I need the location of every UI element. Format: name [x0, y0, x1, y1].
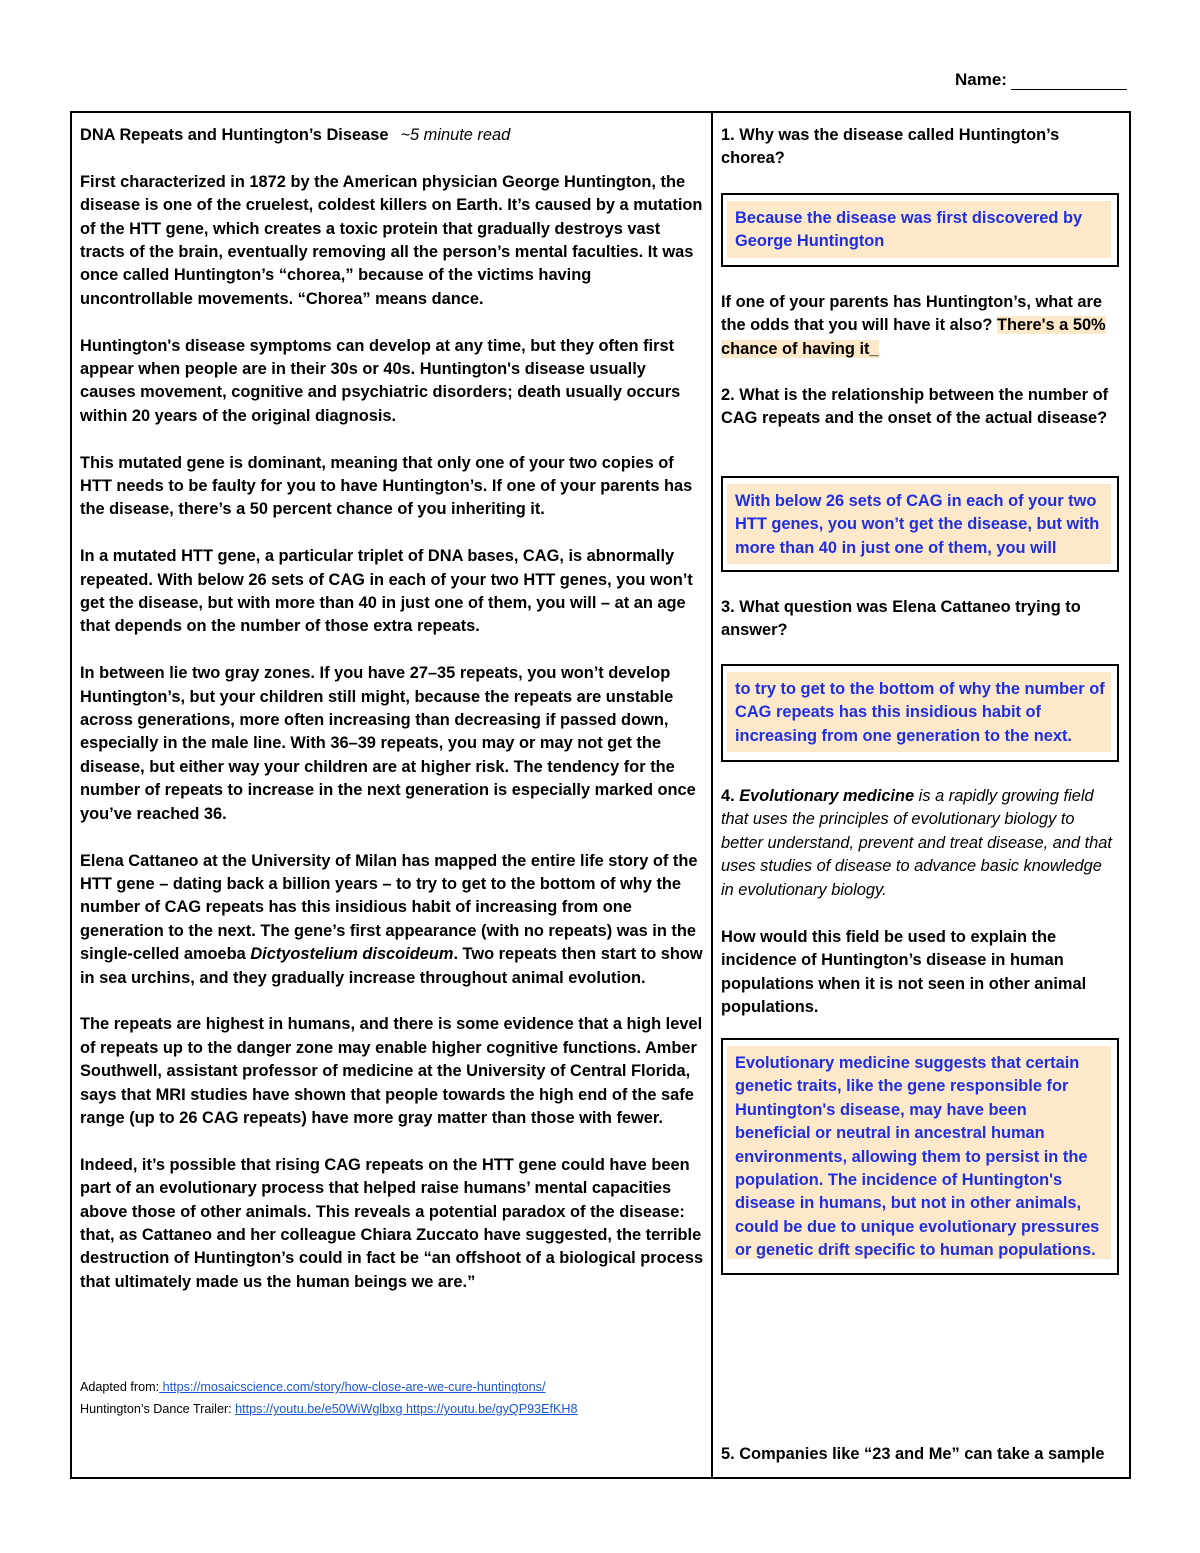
article-paragraph: In between lie two gray zones. If you have 27–35 repeats, you won’t develop Huntington’s, but your children still might, because the repeats are unstable across generations, more often increasing than decreasing if passed down, especially in the male line. With 36–39 repeats, you may or may not get the disease, but either way your children are at higher risk. The tendency for the number of repeats to increase in the next generation is especially marked once you’ve reached 36. [80, 664, 696, 823]
question-4-intro [721, 785, 1119, 902]
question-4-intro-text: is a rapidly growing field that uses the principles of evolutionary biology to better understand, prevent and treat disease, and that uses studies of disease to advance basic knowledge in evolutionary biology. [721, 787, 1112, 899]
article-paragraph: The repeats are highest in humans, and there is some evidence that a high level of repeats up to the danger zone may enable higher cognitive functions. Amber Southwell, assistant professor of medicine at the University of Central Florida, says that MRI studies have shown that people towards the high end of the safe range (up to 26 CAG repeats) have more gray matter than those with fewer. [80, 1015, 703, 1127]
question-1b [721, 291, 1119, 361]
trailer-line [80, 1398, 705, 1420]
answer-box-4[interactable] [721, 1038, 1119, 1275]
article-title: DNA Repeats and Huntington’s Disease [80, 126, 389, 144]
species-name: Dictyostelium discoideum [250, 945, 454, 964]
read-time: ~5 minute read [400, 126, 511, 144]
column-divider [711, 111, 713, 1479]
cattaneo-paragraph [80, 850, 705, 990]
trailer-label: Huntington’s Dance Trailer: [80, 1402, 236, 1416]
answer-box-3[interactable] [721, 664, 1119, 762]
name-field [955, 70, 1127, 90]
answer-box-2[interactable] [721, 476, 1119, 572]
article-paragraph: Huntington's disease symptoms can develop at any time, but they often first appear when people are in their 30s or 40s. Huntington's disease usually causes movement, cognitive and psychiatric disorders; death usually occurs within 20 years of the original diagnosis. [80, 336, 681, 425]
name-label: Name: [955, 70, 1007, 89]
question-4-number: 4. [721, 787, 740, 805]
question-1b-text: If one of your parents has Huntington’s, what are the odds that you will have it also? [721, 293, 1102, 335]
article-column [80, 124, 705, 1318]
article-paragraph: This mutated gene is dominant, meaning that only one of your two copies of HTT needs to be faulty for you to have Huntington’s. If one of your parents has the disease, there’s a 50 percent chance of you inheriting it. [80, 453, 693, 519]
answer-1b[interactable]: There's a 50% chance of having it_ [721, 316, 1106, 358]
answer-box-1[interactable] [721, 193, 1119, 267]
answer-3: to try to get to the bottom of why the number of CAG repeats has this insidious habit of increasing from one generation to the next. [727, 672, 1111, 752]
adapted-from-line [80, 1376, 705, 1398]
name-blank-line[interactable] [1011, 73, 1127, 90]
answer-2: With below 26 sets of CAG in each of your two HTT genes, you won’t get the disease, but with more than 40 in just one of them, you will [727, 484, 1111, 564]
source-link[interactable]: https://mosaicscience.com/story/how-close-are-we-cure-huntingtons/ [159, 1380, 546, 1394]
question-4: How would this field be used to explain the incidence of Huntington’s disease in human populations when it is not seen in other animal populations. [721, 928, 1087, 1017]
credits [80, 1376, 705, 1420]
trailer-link-2[interactable]: https://youtu.be/gyQP93EfKH8 [402, 1402, 578, 1416]
question-1: 1. Why was the disease called Huntington’s chorea? [721, 126, 1060, 168]
article-title-line [80, 124, 705, 147]
evolutionary-medicine-term: Evolutionary medicine [739, 787, 915, 805]
answer-1: Because the disease was first discovered by George Huntington [727, 201, 1111, 258]
answer-4: Evolutionary medicine suggests that certain genetic traits, like the gene responsible for Huntington's disease, may have been beneficial or neutral in ancestral human environments, allowing them to persist in the population. The incidence of Huntington's disease in humans, but not in other animals, could be due to unique evolutionary pressures or genetic drift specific to human populations. [727, 1046, 1111, 1259]
cattaneo-text-after: . Two repeats then start to show in sea urchins, and they gradually increase throughout animal evolution. [80, 945, 703, 987]
cattaneo-text-before: Elena Cattaneo at the University of Milan has mapped the entire life story of the HTT gene – dating back a billion years – to try to get to the bottom of why the number of CAG repeats has this insidious habit of increasing from one generation to the next. The gene’s first appearance (with no repeats) was in the single-celled amoeba [80, 851, 698, 964]
article-paragraph: In a mutated HTT gene, a particular triplet of DNA bases, CAG, is abnormally repeated. With below 26 sets of CAG in each of your two HTT genes, you won’t get the disease, but with more than 40 in just one of them, you will – at an age that depends on the number of those extra repeats. [80, 547, 693, 636]
article-paragraph: Indeed, it’s possible that rising CAG repeats on the HTT gene could have been part of an evolutionary process that helped raise humans’ mental capacities above those of other animals. This reveals a potential paradox of the disease: that, as Cattaneo and her colleague Chiara Zuccato have suggested, the terrible destruction of Huntington’s could in fact be “an offshoot of a biological process that ultimately made us the human beings we are.” [80, 1155, 704, 1291]
article-paragraph: First characterized in 1872 by the American physician George Huntington, the disease is one of the cruelest, coldest killers on Earth. It’s caused by a mutation of the HTT gene, which creates a toxic protein that gradually destroys vast tracts of the brain, eventually removing all the person’s mental faculties. It was once called Huntington’s “chorea,” because of the victims having uncontrollable movements. “Chorea” means dance. [80, 172, 703, 308]
question-2: 2. What is the relationship between the number of CAG repeats and the onset of the actual disease? [721, 386, 1109, 428]
question-3: 3. What question was Elena Cattaneo trying to answer? [721, 598, 1081, 640]
trailer-link-1[interactable]: https://youtu.be/e50WiWglbxg [235, 1402, 403, 1416]
question-5: 5. Companies like “23 and Me” can take a sample [721, 1445, 1105, 1463]
adapted-label: Adapted from: [80, 1380, 160, 1394]
